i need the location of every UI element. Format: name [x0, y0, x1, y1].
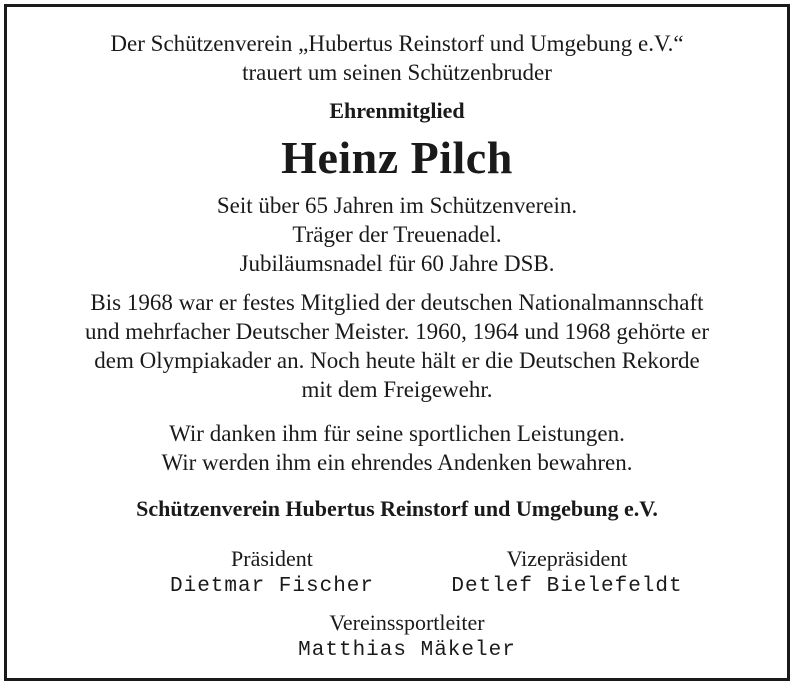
- honors-list: [7, 191, 787, 278]
- deceased-name: Heinz Pilch: [281, 132, 513, 183]
- biography-line: und mehrfacher Deutscher Meister. 1960, 1964 und 1968 gehörte er: [84, 319, 709, 344]
- signatory-title: Vizepräsident: [506, 546, 628, 571]
- obituary-frame: [4, 4, 790, 681]
- thanks-line: Wir werden ihm ein ehrendes Andenken bewahren.: [161, 450, 633, 475]
- signatory-president: [147, 545, 397, 601]
- intro-line: trauert um seinen Schützenbruder: [242, 60, 552, 85]
- biography-text: [7, 288, 787, 404]
- signatory-name: Detlef Bielefeldt: [451, 575, 683, 598]
- signatory-sports-director: [257, 609, 557, 665]
- thanks-text: [7, 419, 787, 477]
- organization-name: Schützenverein Hubertus Reinstorf und Umgebung e.V.: [136, 496, 658, 521]
- signatory-title: Vereinssportleiter: [329, 610, 485, 635]
- thanks-line: Wir danken ihm für seine sportlichen Leistungen.: [169, 421, 625, 446]
- honor-line: Träger der Treuenadel.: [292, 222, 502, 247]
- honor-line: Jubiläumsnadel für 60 Jahre DSB.: [239, 251, 555, 276]
- biography-line: mit dem Freigewehr.: [301, 377, 493, 402]
- honorary-title: Ehrenmitglied: [329, 98, 465, 123]
- biography-line: dem Olympiakader an. Noch heute hält er die Deutschen Rekorde: [94, 348, 700, 373]
- signatory-name: Matthias Mäkeler: [298, 639, 516, 662]
- signatory-name: Dietmar Fischer: [169, 575, 375, 598]
- signatory-title: Präsident: [231, 546, 313, 571]
- biography-line: Bis 1968 war er festes Mitglied der deutschen Nationalmannschaft: [90, 290, 704, 315]
- honor-line: Seit über 65 Jahren im Schützenverein.: [216, 193, 578, 218]
- intro-text: [7, 29, 787, 87]
- signatory-vice-president: [427, 545, 707, 601]
- intro-line: Der Schützenverein „Hubertus Reinstorf und Umgebung e.V.“: [110, 31, 684, 56]
